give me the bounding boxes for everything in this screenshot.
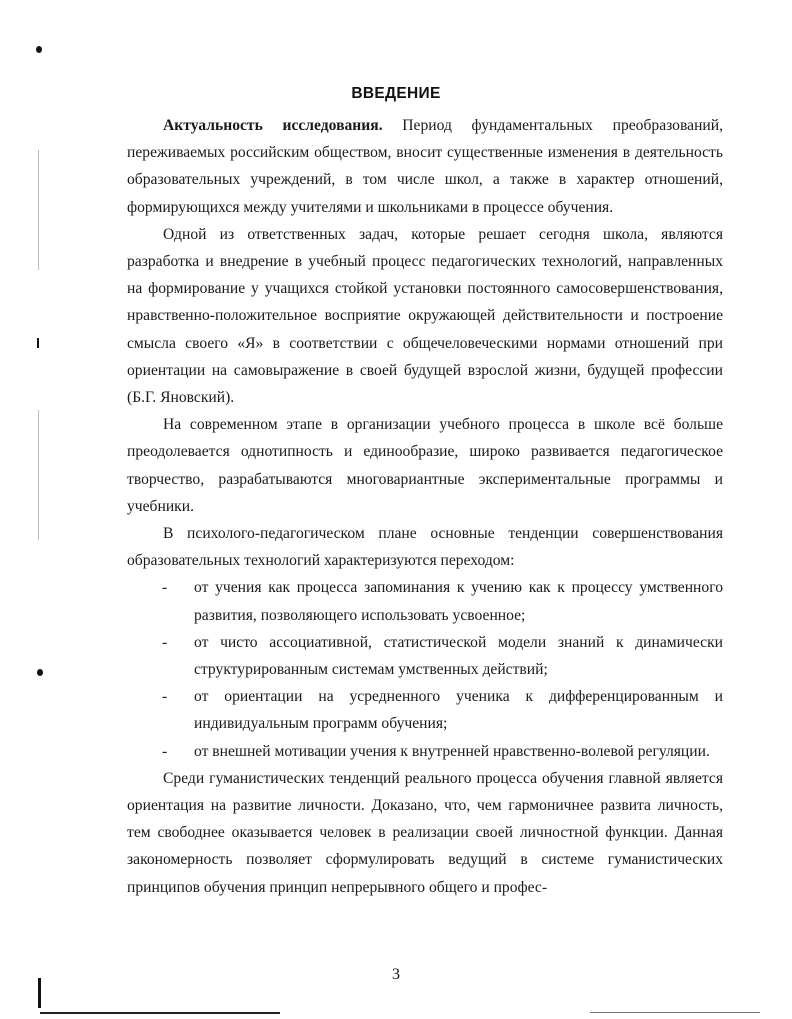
page-number: 3 [392, 966, 400, 983]
list-marker: - [162, 688, 168, 706]
list-item [127, 629, 723, 683]
list-marker: - [162, 633, 168, 651]
list-marker: - [162, 579, 168, 597]
paragraph-text: Период фундаментальных преобразований, переживаемых российским обществом, вносит существенные изменения в деятельность образовательных учреждений, в том числе школ, а также в характер отношений, формирующихся между учителями и школьниками в процессе обучения. [127, 117, 723, 216]
list-marker: - [162, 742, 168, 760]
paragraph: Среди гуманистических тенденций реального процесса обучения главной является ориентация на развитие личности. Доказано, что, чем гармоничнее развита личность, тем свободнее оказывается человек в реализации своей личностной функции. Данная закономерность позволяет сформулировать ведущий в системе гуманистических принципов обучения принцип непрерывного общего и профес- [127, 769, 723, 896]
tendencies-list [127, 574, 723, 764]
list-item [127, 574, 723, 628]
list-item [127, 738, 723, 765]
paragraph-relevance [127, 112, 723, 221]
list-item [127, 683, 723, 737]
list-item-text: от чисто ассоциативной, статистической модели знаний к динамически структурированным системам умственных действий; [194, 633, 723, 679]
page-title: ВВЕДЕНИЕ [351, 85, 441, 102]
paragraph: На современном этапе в организации учебного процесса в школе всё больше преодолевается однотипность и единообразие, широко развивается педагогическое творчество, разрабатываются многовариантные экспериментальные программы и учебники. [127, 416, 723, 515]
scan-bottom-rule [40, 1012, 280, 1014]
list-item-text: от внешней мотивации учения к внутренней нравственно-волевой регуляции. [194, 742, 710, 760]
document-body [127, 112, 723, 901]
scan-speck [37, 338, 39, 348]
scan-speck [37, 669, 43, 676]
scan-bottom-rule [590, 1012, 760, 1013]
paragraph: Одной из ответственных задач, которые решает сегодня школа, являются разработка и внедрение в учебный процесс педагогических технологий, направленных на формирование у учащихся стойкой установки постоянного самосовершенствования, нравственно-положительное восприятие окружающей действительности и построение смысла своего «Я» в соответствии с общечеловеческими нормами отношений при ориентации на самовыражение в своей будущей взрослой жизни, будущей профессии (Б.Г. Яновский). [127, 225, 723, 407]
scan-speck [36, 46, 42, 53]
scan-margin-line [38, 410, 39, 540]
scan-margin-line [38, 150, 39, 270]
list-item-text: от учения как процесса запоминания к учению как к процессу умственного развития, позволяющего использовать усвоенное; [194, 579, 723, 624]
list-item-text: от ориентации на усредненного ученика к дифференцированным и индивидуальным программ обучения; [194, 688, 723, 733]
paragraph: В психолого-педагогическом плане основные тенденции совершенствования образовательных технологий характеризуются переходом: [127, 525, 723, 570]
paragraph-lead: Актуальность исследования. [163, 117, 383, 134]
